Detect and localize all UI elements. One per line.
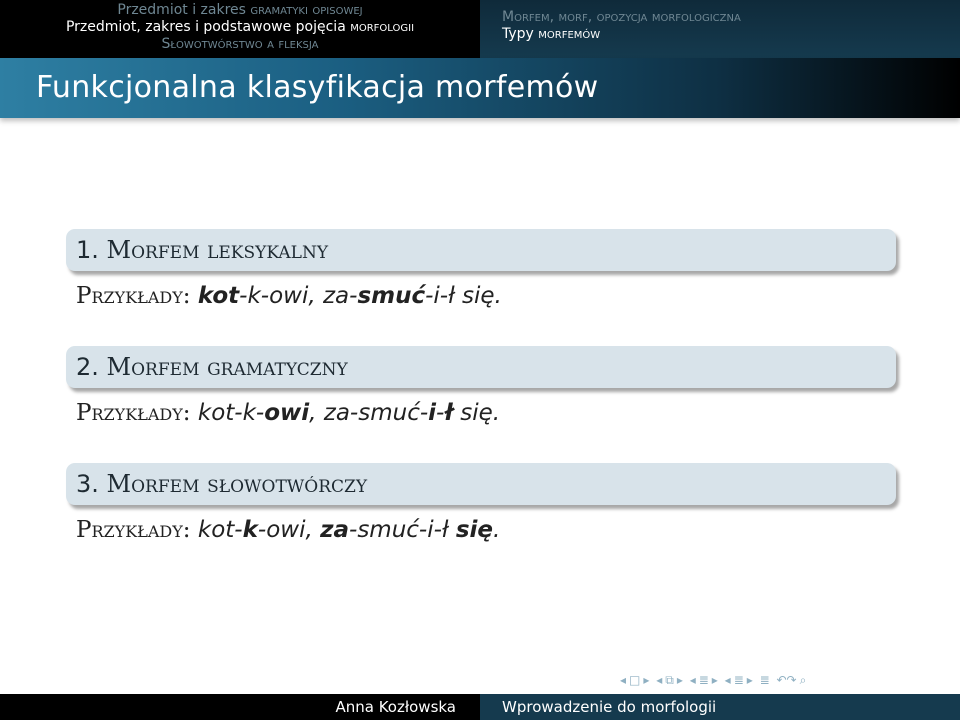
block-header: [66, 229, 896, 271]
morpheme-block-derivational: [66, 463, 896, 545]
morpheme-highlight: owi: [264, 400, 310, 426]
footer: [0, 694, 960, 720]
example-label: Przykłady:: [76, 517, 191, 543]
morpheme-plain: .: [493, 517, 501, 543]
block-number: 2.: [76, 353, 99, 381]
block-title-text: Morfem słowotwórczy: [106, 470, 368, 498]
block-number: 1.: [76, 236, 99, 264]
block-title: [76, 236, 328, 264]
back-forward-icon[interactable]: ↶↷: [776, 673, 797, 687]
nav-subsection-text-sc: morfemów: [538, 26, 601, 42]
document-icon[interactable]: ≣: [759, 673, 770, 687]
nav-section-text-sc: gramatyki opisowej: [250, 2, 363, 18]
block-title-text: Morfem gramatyczny: [106, 353, 348, 381]
nav-section-link[interactable]: [0, 2, 480, 19]
frame-icon[interactable]: ⧉: [665, 673, 674, 687]
block-title: [76, 353, 348, 381]
morpheme-plain: kot-: [197, 517, 243, 543]
morpheme-highlight: kot: [197, 283, 240, 309]
morpheme-block-grammatical: [66, 346, 896, 428]
nav-prev-section-arrow-icon[interactable]: ◂: [724, 673, 731, 687]
subsection-icon[interactable]: ≣: [698, 673, 709, 687]
nav-next-subsection-arrow-icon[interactable]: ▸: [711, 673, 718, 687]
morpheme-plain: kot-k-: [197, 400, 265, 426]
example-line: [66, 281, 896, 311]
example-label: Przykłady:: [76, 283, 191, 309]
nav-prev-slide-arrow-icon[interactable]: ◂: [620, 673, 627, 687]
morpheme-highlight: za: [320, 517, 350, 543]
morpheme-highlight: k: [242, 517, 258, 543]
block-number: 3.: [76, 470, 99, 498]
example-words: [198, 400, 500, 426]
nav-prev-frame-arrow-icon[interactable]: ◂: [656, 673, 663, 687]
example-words: [198, 517, 500, 543]
example-label: Przykłady:: [76, 400, 191, 426]
block-title: [76, 470, 367, 498]
morpheme-highlight: ł: [444, 400, 453, 426]
nav-section-text-sc: morfologii: [350, 19, 415, 35]
nav-next-section-arrow-icon[interactable]: ▸: [746, 673, 753, 687]
morpheme-plain: się.: [452, 400, 501, 426]
morpheme-highlight: i: [428, 400, 437, 426]
morpheme-plain: -owi,: [257, 517, 321, 543]
morpheme-plain: -: [436, 400, 445, 426]
nav-section-link[interactable]: [0, 36, 480, 53]
morpheme-plain: -smuć-i-ł: [349, 517, 456, 543]
morpheme-plain: , za-smuć-: [309, 400, 429, 426]
morpheme-plain: -k-owi, za-: [239, 283, 358, 309]
block-header: [66, 463, 896, 505]
footer-author: Anna Kozłowska: [0, 694, 480, 720]
section-navigation: [0, 0, 960, 58]
footer-presentation-title: Wprowadzenie do morfologii: [480, 694, 960, 720]
example-words: [198, 283, 502, 309]
morpheme-highlight: smuć: [357, 283, 426, 309]
nav-subsection-text-sc: Morfem, morf, opozycja morfologiczna: [502, 9, 741, 25]
navigation-symbols: [620, 670, 950, 690]
block-title-text: Morfem leksykalny: [106, 236, 329, 264]
frame-title-bar: [0, 58, 960, 118]
example-line: [66, 398, 896, 428]
nav-section-link-current[interactable]: [0, 19, 480, 36]
nav-next-frame-arrow-icon[interactable]: ▸: [676, 673, 683, 687]
nav-next-slide-arrow-icon[interactable]: ▸: [643, 673, 650, 687]
section-icon[interactable]: ≣: [733, 673, 744, 687]
slide-icon[interactable]: □: [629, 673, 641, 687]
nav-subsection-link-current[interactable]: [502, 26, 960, 43]
nav-prev-subsection-arrow-icon[interactable]: ◂: [689, 673, 696, 687]
morpheme-highlight: się: [455, 517, 494, 543]
example-line: [66, 515, 896, 545]
nav-subsection-link[interactable]: [502, 9, 960, 26]
nav-left-panel: [0, 0, 480, 58]
search-icon[interactable]: ⌕: [799, 673, 807, 687]
morpheme-plain: -i-ł się.: [425, 283, 502, 309]
frame-title: Funkcjonalna klasyfikacja morfemów: [36, 70, 599, 105]
nav-subsection-text: Typy: [502, 26, 539, 42]
nav-section-text-sc: Słowotwórstwo a fleksja: [161, 36, 319, 52]
morpheme-block-lexical: [66, 229, 896, 311]
nav-section-text: Przedmiot, zakres i podstawowe pojęcia: [65, 19, 351, 35]
nav-section-text: Przedmiot i zakres: [117, 2, 251, 18]
nav-right-panel: [480, 0, 960, 58]
block-header: [66, 346, 896, 388]
